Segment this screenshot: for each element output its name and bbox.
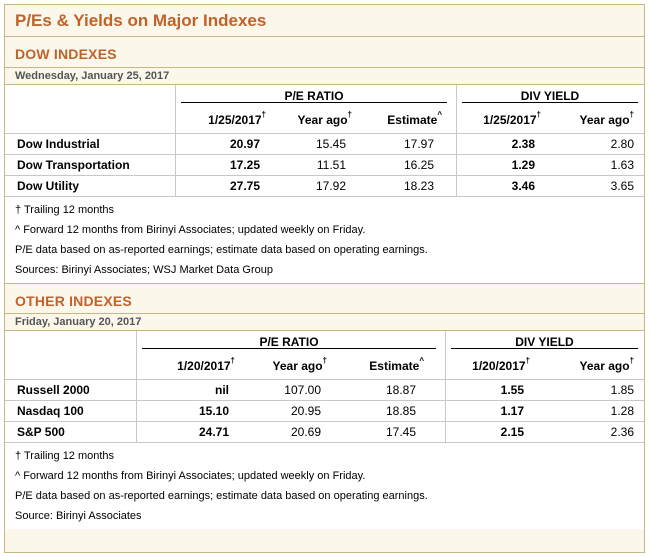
pe-current-value: 20.97 — [229, 137, 260, 151]
estimate-value: 18.23 — [403, 179, 434, 193]
index-name: Russell 2000 — [17, 383, 90, 397]
col-pe-year-ago: Year ago† — [272, 356, 327, 373]
col-estimate: Estimate^ — [369, 356, 424, 373]
div-current-value: 2.38 — [511, 137, 535, 151]
other-section-date: Friday, January 20, 2017 — [5, 313, 644, 331]
footnote: † Trailing 12 months — [15, 204, 115, 216]
footnote: ^ Forward 12 months from Birinyi Associates; updated weekly on Friday. — [15, 224, 366, 236]
pe-current-value: nil — [215, 383, 229, 397]
index-name: Nasdaq 100 — [17, 404, 84, 418]
pe-year-ago-value: 15.45 — [315, 137, 346, 151]
index-name: Dow Utility — [17, 179, 79, 193]
table-row — [5, 154, 644, 175]
div-year-ago-value: 3.65 — [610, 179, 634, 193]
div-yield-group-header: DIV YIELD — [451, 335, 638, 349]
estimate-value: 16.25 — [403, 158, 434, 172]
div-current-value: 2.15 — [500, 425, 524, 439]
div-year-ago-value: 1.28 — [610, 404, 634, 418]
table-row — [5, 400, 644, 421]
div-current-value: 3.46 — [511, 179, 535, 193]
footnote: † Trailing 12 months — [15, 450, 115, 462]
col-div-current: 1/20/2017† — [472, 356, 530, 373]
estimate-value: 18.85 — [385, 404, 416, 418]
index-name: S&P 500 — [17, 425, 65, 439]
pe-year-ago-value: 11.51 — [316, 158, 346, 172]
other-table — [5, 331, 644, 442]
dow-section-heading: DOW INDEXES — [15, 46, 117, 62]
dow-footnotes — [5, 196, 644, 283]
footnote: ^ Forward 12 months from Birinyi Associates; updated weekly on Friday. — [15, 470, 366, 482]
pe-current-value: 27.75 — [229, 179, 260, 193]
column-header-row — [5, 349, 644, 379]
div-year-ago-value: 2.80 — [610, 137, 634, 151]
pe-year-ago-value: 17.92 — [315, 179, 346, 193]
pe-year-ago-value: 20.95 — [290, 404, 321, 418]
pe-ratio-group-header: P/E RATIO — [181, 89, 447, 103]
other-footnotes — [5, 442, 644, 529]
div-year-ago-value: 1.63 — [610, 158, 634, 172]
footnote: Sources: Birinyi Associates; WSJ Market Data Group — [15, 264, 273, 276]
other-section-heading: OTHER INDEXES — [5, 283, 644, 313]
pe-ratio-group-header: P/E RATIO — [142, 335, 436, 349]
div-current-value: 1.29 — [511, 158, 535, 172]
div-year-ago-value: 2.36 — [610, 425, 634, 439]
col-pe-current: 1/20/2017† — [177, 356, 235, 373]
index-name: Dow Industrial — [17, 137, 100, 151]
estimate-value: 17.97 — [403, 137, 434, 151]
pe-year-ago-value: 107.00 — [284, 383, 321, 397]
dow-section-date: Wednesday, January 25, 2017 — [5, 67, 644, 85]
table-row — [5, 379, 644, 400]
div-current-value: 1.17 — [500, 404, 524, 418]
estimate-value: 17.45 — [385, 425, 416, 439]
col-div-year-ago: Year ago† — [579, 110, 634, 127]
div-current-value: 1.55 — [500, 383, 524, 397]
table-row — [5, 421, 644, 442]
pe-year-ago-value: 20.69 — [290, 425, 321, 439]
page-title: P/Es & Yields on Major Indexes — [5, 5, 644, 37]
pe-current-value: 17.25 — [229, 158, 260, 172]
footnote: P/E data based on as-reported earnings; estimate data based on operating earnings. — [15, 490, 428, 502]
footnote: Source: Birinyi Associates — [15, 510, 142, 522]
pe-current-value: 24.71 — [198, 425, 229, 439]
col-estimate: Estimate^ — [387, 110, 442, 127]
table-row — [5, 175, 644, 196]
index-name: Dow Transportation — [17, 158, 130, 172]
col-pe-current: 1/25/2017† — [208, 110, 266, 127]
footnote: P/E data based on as-reported earnings; estimate data based on operating earnings. — [15, 244, 428, 256]
column-header-row — [5, 103, 644, 133]
dow-table — [5, 85, 644, 196]
estimate-value: 18.87 — [385, 383, 416, 397]
indexes-panel — [4, 4, 645, 553]
col-pe-year-ago: Year ago† — [297, 110, 352, 127]
col-div-year-ago: Year ago† — [579, 356, 634, 373]
col-div-current: 1/25/2017† — [483, 110, 541, 127]
table-row — [5, 133, 644, 154]
pe-current-value: 15.10 — [198, 404, 229, 418]
div-yield-group-header: DIV YIELD — [462, 89, 638, 103]
div-year-ago-value: 1.85 — [610, 383, 634, 397]
